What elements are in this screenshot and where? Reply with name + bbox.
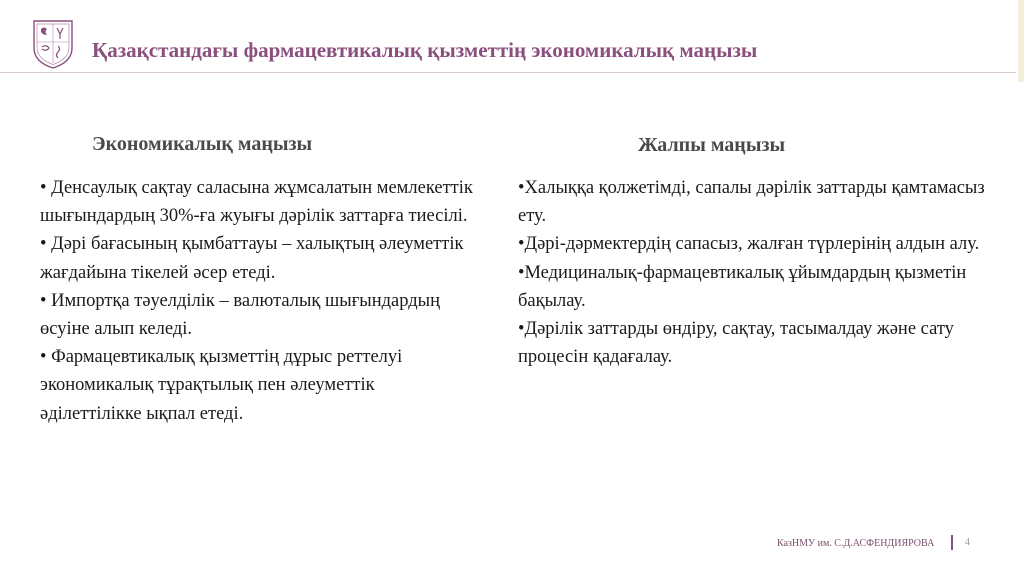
economic-significance-heading: Экономикалық маңызы [92, 133, 313, 155]
footer-institution: КазНМУ им. С.Д.АСФЕНДИЯРОВА [777, 538, 935, 549]
list-item: • Дәрі бағасының қымбаттауы – халықтың әлеуметтік жағдайына тікелей әсер етеді. [40, 234, 464, 283]
list-item: • Фармацевтикалық қызметтің дұрыс реттелуі экономикалық тұрақтылық пен әлеуметтік әділеттілікке ықпал етеді. [40, 347, 403, 424]
page-number: 4 [965, 537, 970, 548]
list-item: •Дәрілік заттарды өндіру, сақтау, тасымалдау және сату процесін қадағалау. [518, 319, 954, 368]
general-significance-heading: Жалпы маңызы [638, 134, 786, 156]
list-item: • Импортқа тәуелділік – валюталық шығындардың өсуіне алып келеді. [40, 290, 440, 340]
list-item: •Медициналық-фармацевтикалық ұйымдардың қызметін бақылау. [518, 262, 967, 311]
list-item: •Халыққа қолжетімді, сапалы дәрілік заттарды қамтамасыз ету. [518, 178, 985, 227]
economic-significance-list [40, 174, 480, 428]
general-significance-list [518, 174, 988, 371]
list-item: •Дәрі-дәрмектердің сапасыз, жалған түрлерінің алдын алу. [518, 234, 980, 255]
footer-divider [951, 535, 953, 550]
university-crest-icon [30, 16, 76, 70]
slide-title: Қазақстандағы фармацевтикалық қызметтің экономикалық маңызы [92, 38, 758, 62]
list-item: • Денсаулық сақтау саласына жұмсалатын мемлекеттік шығындардың 30%-ға жуығы дәрілік заттарға тиесілі. [40, 178, 473, 227]
side-stripe [1018, 0, 1024, 82]
title-divider [0, 72, 1016, 73]
